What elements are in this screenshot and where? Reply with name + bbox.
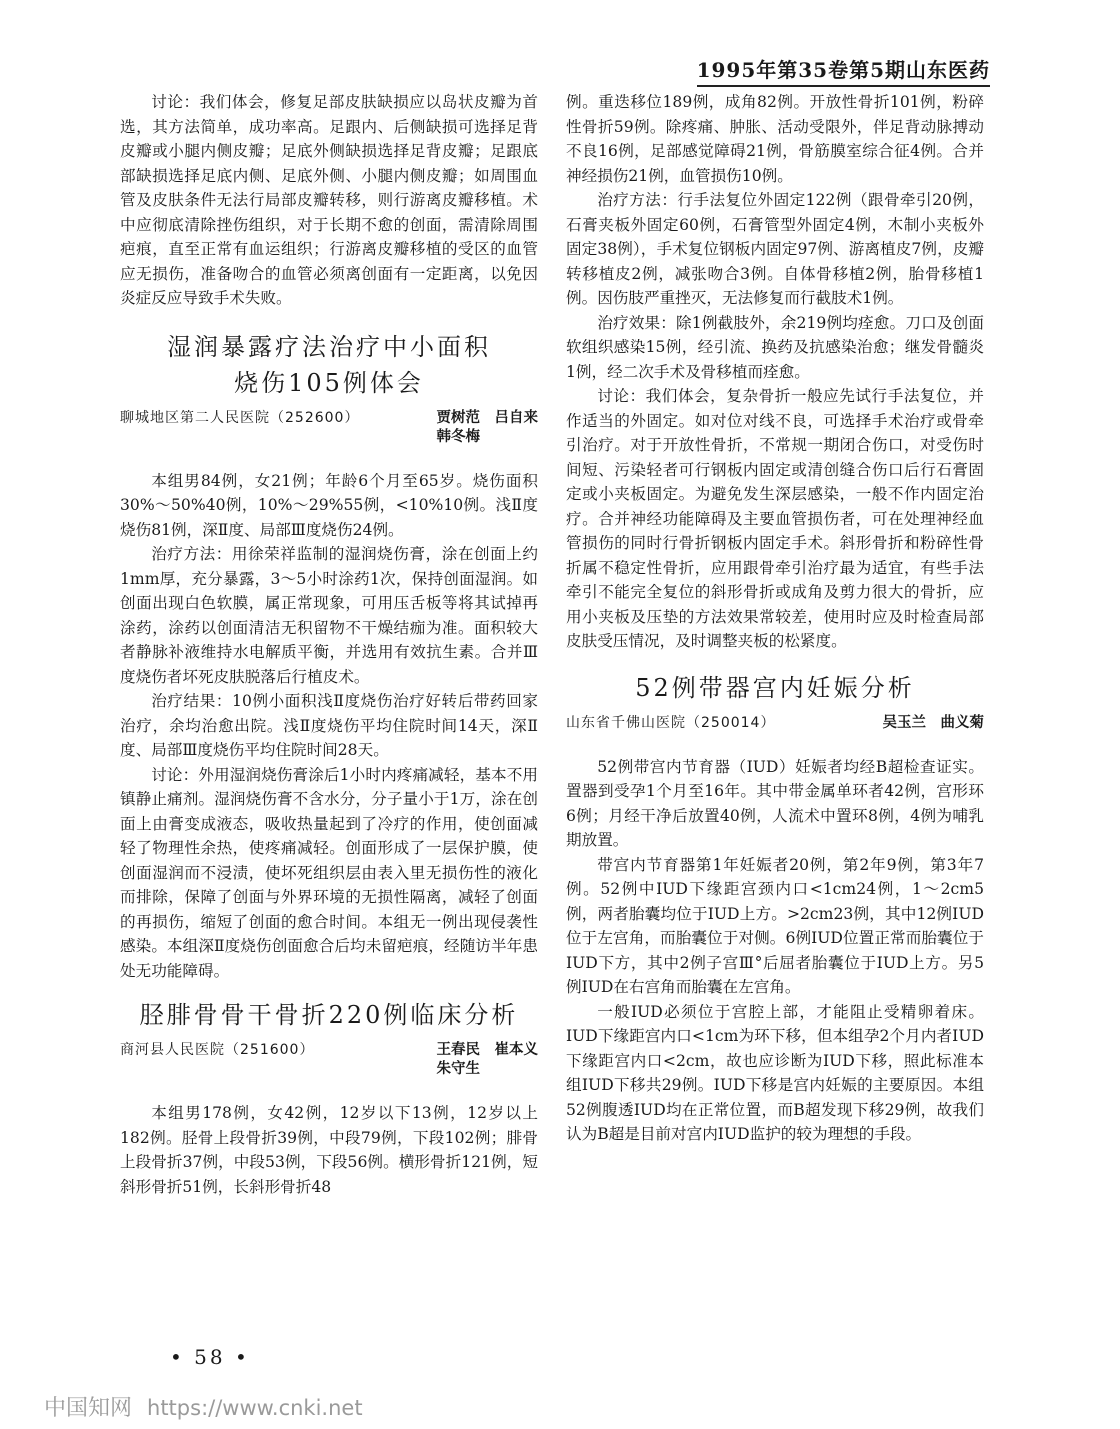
institution: 聊城地区第二人民医院（252600） [120, 409, 360, 426]
article-title-line: 湿润暴露疗法治疗中小面积 [167, 332, 491, 361]
watermark-url: https://www.cnki.net [147, 1396, 363, 1420]
article-title-line: 烧伤105例体会 [234, 368, 424, 397]
institution: 商河县人民医院（251600） [120, 1042, 315, 1058]
left-column [120, 90, 538, 1199]
author-line: 王春民 崔本义 [436, 1042, 538, 1058]
cnki-watermark [44, 1391, 363, 1422]
authors: 吴玉兰 曲义菊 [882, 714, 984, 731]
article-title-burn [120, 329, 538, 401]
body-paragraph: 本组男178例，女42例，12岁以下13例，12岁以上182例。胫骨上段骨折39例，中段79例，下段102例；腓骨上段骨折37例，中段53例，下段56例。横形骨折121例，短斜形骨折51例，长斜形骨折48 [120, 1104, 538, 1196]
body-paragraph: 讨论：我们体会，复杂骨折一般应先试行手法复位，并作适当的外固定。如对位对线不良，可选择手术治疗或骨牵引治疗。对于开放性骨折，不常规一期闭合伤口，对受伤时间短、污染轻者可行钢板内固定或清创缝合伤口后行石膏固定或小夹板固定。为避免发生深层感染，一般不作内固定治疗。合并神经功能障碍及主要血管损伤者，可在处理神经血管损伤的同时行骨折钢板内固定手术。斜形骨折和粉碎性骨折属不稳定性骨折，应用跟骨牵引治疗最为适宜，有些手法牵引不能完全复位的斜形骨折或成角及剪力很大的骨折，应用小夹板及压垫的方法效果常较差，使用时应及时检查局部皮肤受压情况，及时调整夹板的松紧度。 [566, 387, 984, 650]
institution: 山东省千佛山医院（250014） [566, 714, 776, 731]
body-paragraph: 一般IUD必须位于宫腔上部，才能阻止受精卵着床。IUD下缘距宫内口<1cm为环下移，但本组孕2个月内者IUD下缘距宫内口<2cm，故也应诊断为IUD下移，照此标准本组IUD下移共29例。IUD下移是宫内妊娠的主要原因。本组52例腹透IUD均在正常位置，而B超发现下移29例，故我们认为B超是目前对宫内IUD监护的较为理想的手段。 [566, 1002, 984, 1143]
body-paragraph: 治疗效果：除1例截肢外，余219例均痊愈。刀口及创面软组织感染15例，经引流、换药及抗感染治愈；继发骨髓炎1例，经二次手术及骨移植而痊愈。 [566, 313, 984, 381]
body-paragraph: 本组男84例，女21例；年龄6个月至65岁。烧伤面积30%～50%40例，10%～29%55例，<10%10例。浅Ⅱ度烧伤81例，深Ⅱ度、局部Ⅲ度烧伤24例。 [120, 471, 538, 539]
article-title-fracture: 胫腓骨骨干骨折220例临床分析 [139, 1001, 519, 1029]
affiliation-row [120, 409, 538, 447]
body-paragraph: 治疗方法：行手法复位外固定122例（跟骨牵引20例，石膏夹板外固定60例，石膏管型外固定4例，木制小夹板外固定38例），手术复位钢板内固定97例、游离植皮7例，皮瓣转移植皮2例，减张吻合3例。自体骨移植2例，胎骨移植1例。因伤肢严重挫灭，无法修复而行截肢术1例。 [566, 191, 984, 307]
discussion-paragraph: 讨论：我们体会，修复足部皮肤缺损应以岛状皮瓣为首选，其方法简单，成功率高。足跟内、后侧缺损可选择足背皮瓣或小腿内侧皮瓣；足底外侧缺损选择足背皮瓣；足跟底部缺损选择足底内侧、足底外侧、小腿内侧皮瓣；如周围血管及皮肤条件无法行局部皮瓣转移，则行游离皮瓣移植。术中应彻底清除挫伤组织，对于长期不愈的创面，需清除周围疤痕，直至正常有血运组织；行游离皮瓣移植的受区的血管应无损伤，准备吻合的血管必须离创面有一定距离，以免因炎症反应导致手术失败。 [120, 93, 538, 307]
authors [437, 1041, 539, 1079]
body-paragraph: 讨论：外用湿润烧伤膏涂后1小时内疼痛减轻，基本不用镇静止痛剂。湿润烧伤膏不含水分，分子量小于1万，涂在创面上由膏变成液态，吸收热量起到了冷疗的作用，使创面减轻了物理性余热，使疼痛减轻。创面形成了一层保护膜，使创面湿润而不浸渍，使坏死组织层由表入里无损伤性的液化而排除，保障了创面与外界环境的无损性隔离，减轻了创面的再损伤，缩短了创面的愈合时间。本组无一例出现侵袭性感染。本组深Ⅱ度烧伤创面愈合后均未留疤痕，经随访半年患处无功能障碍。 [120, 765, 538, 980]
article-title-iud: 52例带器宫内妊娠分析 [635, 673, 915, 702]
author-line: 贾树范 吕自来 [436, 409, 538, 426]
author-line: 朱守生 [436, 1061, 480, 1077]
author-line: 韩冬梅 [436, 428, 480, 445]
body-paragraph: 治疗方法：用徐荣祥监制的湿润烧伤膏，涂在创面上约1mm厚，充分暴露，3～5小时涂药1次，保持创面湿润。如创面出现白色软膜，属正常现象，可用压舌板等将其试掉再涂药，涂药以创面清洁无积留物不干燥结痂为准。面积较大者静脉补液维持水电解质平衡，并选用有效抗生素。合并Ⅲ度烧伤者坏死皮肤脱落后行植皮术。 [120, 545, 538, 686]
watermark-brand: 中国知网 [44, 1396, 133, 1421]
affiliation-row [120, 1041, 538, 1079]
body-paragraph: 带宫内节育器第1年妊娠者20例，第2年9例，第3年7例。52例中IUD下缘距宫颈内口<1cm24例，1～2cm5例，两者胎囊均位于IUD上方。>2cm23例，其中12例IUD位于左宫角，而胎囊位于对侧。6例IUD位置正常而胎囊位于IUD下方，其中2例子宫Ⅲ°后屈者胎囊位于IUD上方。另5例IUD在右宫角而胎囊在左宫角。 [566, 855, 984, 996]
journal-header: 1995年第35卷第5期山东医药 [697, 54, 990, 87]
affiliation-row [566, 714, 984, 733]
body-paragraph: 例。重迭移位189例，成角82例。开放性骨折101例，粉碎性骨折59例。除疼痛、肿胀、活动受限外，伴足背动脉搏动不良16例，足部感觉障碍21例，骨筋膜室综合征4例。合并神经损伤21例，血管损伤10例。 [566, 93, 984, 185]
authors [437, 409, 539, 447]
body-paragraph: 治疗结果：10例小面积浅Ⅱ度烧伤治疗好转后带药回家治疗，余均治愈出院。浅Ⅱ度烧伤平均住院时间14天，深Ⅱ度、局部Ⅲ度烧伤平均住院时间28天。 [120, 692, 538, 759]
page-number: • 58 • [170, 1345, 250, 1369]
body-paragraph: 52例带宫内节育器（IUD）妊娠者均经B超检查证实。置器到受孕1个月至16年。其中带金属单环者42例，宫形环6例；月经干净后放置40例，人流术中置环8例，4例为哺乳期放置。 [566, 757, 984, 849]
right-column [566, 90, 984, 1147]
